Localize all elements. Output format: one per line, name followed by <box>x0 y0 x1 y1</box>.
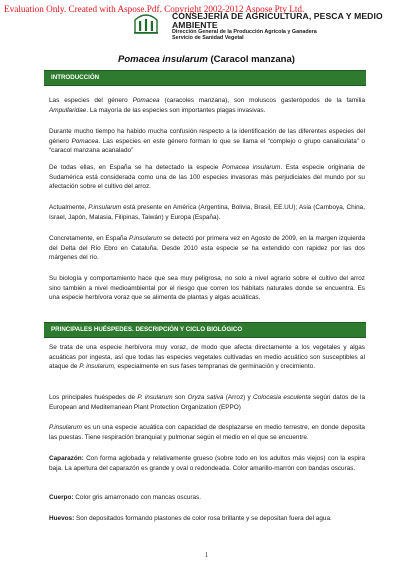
text: Concretamente, en España <box>49 235 130 242</box>
intro-paragraph-1 <box>49 96 365 115</box>
text-bold: Huevos: <box>49 515 75 522</box>
text: Color gris amarronado con mancas oscuras. <box>73 494 202 501</box>
evaluation-watermark: Evaluation Only. Created with Aspose.Pdf. Copyright 2002-2012 Aspose Pty Ltd. <box>4 4 305 14</box>
text: es un una especie acuática con capacidad de desplazarse en medio terrestre, en donde deposita las puestas. Tiene respiración branquial y pulmonar según el medio en el que se encuentre. <box>49 424 365 441</box>
section-intro-heading: INTRODUCCIÓN <box>51 74 100 81</box>
text: De todas ellas, en España se ha detectado la especie <box>49 164 223 171</box>
text: Con forma aglobada y relativamente grueso (sobre todo en los adultos más viejos) con la espira baja. La apertura del caparazón es grande y oval o redondeada. Color amarillo-marrón con bandas oscuras. <box>49 455 365 472</box>
text-bold: Cuerpo: <box>49 494 74 501</box>
text-bold: Caparazón: <box>49 455 84 462</box>
section-hosts-heading: PRINCIPALES HUÉSPEDES. DESCRIPCIÓN Y CICLO BIOLÓGICO <box>51 326 243 333</box>
intro-paragraph-4 <box>49 203 365 222</box>
organization-header <box>172 12 413 41</box>
hosts-paragraph-body <box>49 493 365 503</box>
common-name: (Caracol manzana) <box>207 54 295 65</box>
text-italic: Colocasia esculenta <box>253 394 311 401</box>
hosts-paragraph-eggs <box>49 514 365 524</box>
intro-paragraph-2 <box>49 127 365 156</box>
text: . Esta especie originaria de Sudamérica está considerada como una de las 100 especies invasoras más perjudiciales del mundo por su afectación sobre el cultivo del arroz. <box>49 164 365 191</box>
hosts-paragraph-2 <box>49 393 365 412</box>
junta-andalucia-logo <box>131 9 161 35</box>
org-ministry: CONSEJERÍA DE AGRICULTURA, PESCA Y MEDIO AMBIENTE <box>172 11 383 31</box>
text: Se trata de una especie herbívora muy voraz, de modo que afecta directamente a los vegetales y algas acuáticas por ingesta, así que todas las especies vegetales cultivadas en medio acuático son susceptibles al ataque de <box>49 344 365 371</box>
intro-paragraph-6: Su biología y comportamiento hace que sea muy peligrosa, no solo a nivel agrario sobre el cultivo del arroz sino también a nivel medioambiental por el riesgo que corren los hábitats naturales donde se encuentra. Es una especie herbívora voraz que se alimenta de plantas y algas acuáticas. <box>49 275 365 302</box>
text: Los principales huéspedes de <box>49 394 138 401</box>
text: Actualmente, <box>49 204 89 211</box>
page-number: 1 <box>204 551 209 559</box>
text: (caracoles manzana), son moluscos gasterópodos de la familia <box>159 97 366 104</box>
species-name: Pomacea insularum <box>118 54 208 65</box>
text: (Arroz) y <box>223 394 254 401</box>
text: Las especies del género <box>49 97 133 104</box>
text: Son depositados formando plastones de color rosa brillante y se depositan fuera del agua. <box>74 515 332 522</box>
hosts-paragraph-3 <box>49 423 365 442</box>
section-intro-bar <box>44 70 366 86</box>
text: según datos de la European and Mediterranean Plant Protection Organization (EPPO) <box>49 394 366 411</box>
text: son <box>172 394 188 401</box>
intro-paragraph-3 <box>49 163 365 192</box>
text-italic: P. insularum <box>79 363 114 371</box>
hosts-paragraph-1 <box>49 343 365 372</box>
text-italic: Oryza sativa <box>187 394 224 401</box>
text-italic: Pomacea <box>132 97 160 104</box>
text: está presente en América (Argentina, Bolivia, Brasil, EE.UU); Asia (Camboya, China, Israel, Japón, Malasia, Filipinas, Taiwán) y Europa (España). <box>49 204 365 221</box>
text-italic: P. insularum <box>137 394 173 401</box>
org-service: Servicio de Sanidad Vegetal <box>172 34 244 41</box>
section-hosts-bar <box>44 322 366 338</box>
org-directorate: Dirección General de la Producción Agrícola y Ganadera <box>172 29 317 36</box>
text: , especialmente en sus fases tempranas de germinación y crecimiento. <box>113 363 315 371</box>
hosts-paragraph-shell <box>49 454 365 473</box>
text-italic: P.insularum <box>88 204 122 211</box>
intro-paragraph-5 <box>49 234 365 263</box>
document-title <box>0 54 413 65</box>
text-italic: Pomacea <box>71 137 99 145</box>
text-italic: P.insularum <box>49 424 82 431</box>
text-italic: Ampullaridae <box>49 106 87 114</box>
text-italic: P.insularum <box>129 235 162 242</box>
text: se detectó por primera vez en Agosto de 2009, en la margen izquierda del Delta del Río Ebro en Cataluña. Desde 2010 esta especie se ha extendido con rapidez por las dos márgenes del río. <box>49 235 366 262</box>
text-italic: Pomacea insularum <box>222 164 281 171</box>
text: Durante mucho tiempo ha habido mucha confusión respecto a la identificación de las diferentes especies del género <box>49 128 365 145</box>
text: . Las especies en este género forman lo que se llama el “complejo o grupo canaliculata” o “caracol manzana acanalado” <box>49 137 365 155</box>
text: . La mayoría de las especies son importantes plagas invasivas. <box>86 106 266 114</box>
